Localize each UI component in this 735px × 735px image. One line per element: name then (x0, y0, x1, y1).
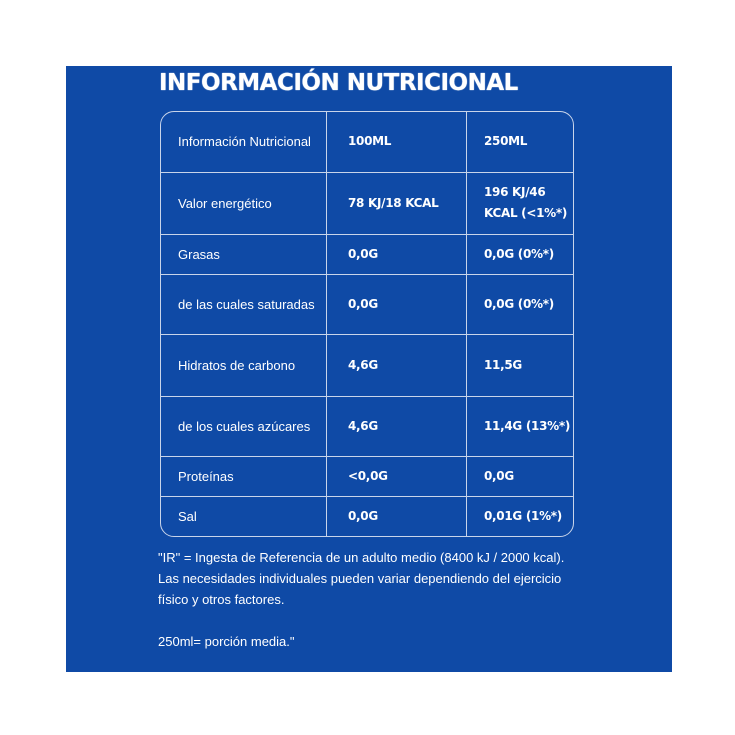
footnote-portion: 250ml= porción media." (158, 634, 295, 649)
nutrition-table (160, 111, 574, 537)
nutrition-panel (66, 66, 672, 672)
row-value-100ml: <0,0G (327, 456, 467, 496)
row-label: de las cuales saturadas (161, 274, 327, 334)
row-label: Proteínas (161, 456, 327, 496)
table-row (161, 234, 573, 274)
row-value-100ml: 0,0G (327, 496, 467, 537)
row-label: de los cuales azúcares (161, 396, 327, 456)
table-row (161, 456, 573, 496)
row-value-250ml: 0,0G (467, 456, 574, 496)
footnote-individual-needs: Las necesidades individuales pueden variar dependiendo del ejercicio físico y otros factores. (158, 571, 562, 607)
row-value-100ml: 0,0G (327, 234, 467, 274)
row-value-100ml: 4,6G (327, 334, 467, 396)
row-value-100ml: 0,0G (327, 274, 467, 334)
header-nutrient: Información Nutricional (161, 112, 327, 172)
row-label: Valor energético (161, 172, 327, 234)
row-value-250ml: 11,5G (467, 334, 574, 396)
row-label: Hidratos de carbono (161, 334, 327, 396)
row-value-100ml: 78 KJ/18 KCAL (327, 172, 467, 234)
footnote (158, 547, 578, 652)
table-row (161, 172, 573, 234)
table-row (161, 396, 573, 456)
header-100ml: 100ML (327, 112, 467, 172)
row-value-250ml: 0,0G (0%*) (467, 274, 574, 334)
row-label: Sal (161, 496, 327, 537)
row-value-100ml: 4,6G (327, 396, 467, 456)
table-row (161, 496, 573, 537)
row-label: Grasas (161, 234, 327, 274)
footnote-spacer (158, 610, 578, 631)
table-row (161, 274, 573, 334)
table-row (161, 334, 573, 396)
table-header-row (161, 112, 573, 172)
footnote-reference-intake: "IR" = Ingesta de Referencia de un adulto medio (8400 kJ / 2000 kcal). (158, 550, 565, 565)
page-title: INFORMACIÓN NUTRICIONAL (159, 70, 518, 96)
header-250ml: 250ML (467, 112, 574, 172)
row-value-250ml: 196 KJ/46 KCAL (<1%*) (467, 172, 574, 234)
row-value-250ml: 11,4G (13%*) (467, 396, 574, 456)
row-value-250ml: 0,01G (1%*) (467, 496, 574, 537)
row-value-250ml: 0,0G (0%*) (467, 234, 574, 274)
